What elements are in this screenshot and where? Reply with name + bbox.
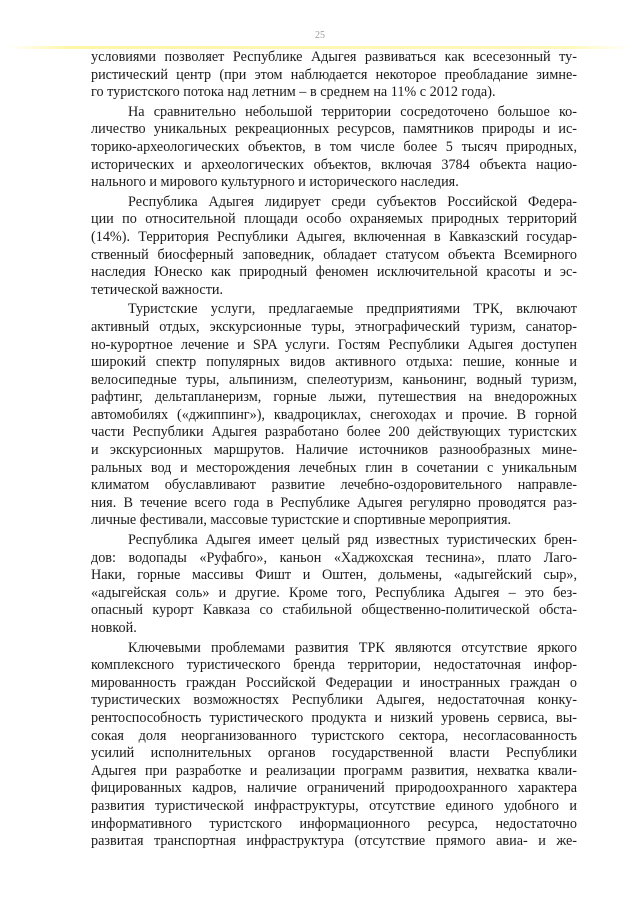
paragraph-line: и экскурсионных маршрутов. Наличие источников разнообразных мине- bbox=[91, 442, 577, 459]
paragraph-line: фицированных кадров, наличие ограничений природоохранного характера bbox=[91, 780, 577, 797]
paragraph-line: усилий исполнительных органов государственной власти Республики bbox=[91, 745, 577, 762]
paragraph-line: тетической важности. bbox=[91, 281, 224, 298]
paragraph-line: исторических и археологических объектов, включая 3784 объекта нацио- bbox=[91, 156, 577, 173]
paragraph-line: информативного туристского информационного ресурса, недостаточно bbox=[91, 815, 577, 832]
paragraph-line: климатом обуславливают развитие лечебно-оздоровительного направле- bbox=[91, 477, 577, 494]
paragraph bbox=[91, 104, 577, 192]
paragraph-line: Республика Адыгея имеет целый ряд известных туристических брен- bbox=[128, 532, 577, 549]
paragraph-line: новкой. bbox=[91, 620, 137, 636]
paragraph bbox=[91, 640, 577, 851]
document-body bbox=[91, 49, 577, 853]
paragraph-line: На сравнительно небольшой территории сосредоточено большое ко- bbox=[128, 103, 577, 120]
paragraph-line: рафтинг, дельтапланеризм, горные лыжи, путешествия на внедорожных bbox=[91, 389, 577, 406]
paragraph-line: развития туристической инфраструктуры, отсутствие единого удобного и bbox=[91, 797, 577, 814]
paragraph-line: ции по относительной площади особо охраняемых природных территорий bbox=[91, 211, 577, 228]
paragraph bbox=[91, 301, 577, 530]
paragraph-line: сокая доля неорганизованного туристского сектора, несогласованность bbox=[91, 727, 577, 744]
paragraph-line: торико-археологических объектов, в том числе более 5 тысяч природных, bbox=[91, 138, 577, 155]
paragraph-line: мированность граждан Российской Федерации и иностранных граждан о bbox=[91, 674, 577, 691]
paragraph-line: дов: водопады «Руфабго», каньон «Хаджохская теснина», плато Лаго- bbox=[91, 549, 577, 566]
paragraph-line: личные фестивали, массовые туристские и спортивные мероприятия. bbox=[91, 512, 512, 529]
paragraph-line: активный отдых, экскурсионные туры, этнографический туризм, санатор- bbox=[91, 318, 577, 335]
paragraph-line: ристический центр (при этом наблюдается некоторое преобладание зимне- bbox=[91, 66, 577, 83]
paragraph-line: личество уникальных рекреационных ресурсов, памятников природы и ис- bbox=[91, 121, 577, 138]
paragraph-line: развитая транспортная инфраструктура (отсутствие прямого авиа- и же- bbox=[91, 833, 577, 850]
paragraph-line: го туристского потока над летним – в среднем на 11% с 2012 года). bbox=[91, 84, 496, 101]
paragraph-line: ственный биосферный заповедник, обладает статусом объекта Всемирного bbox=[91, 246, 577, 263]
paragraph-line: Наки, горные массивы Фишт и Оштен, дольмены, «адыгейский сыр», bbox=[91, 567, 577, 584]
paragraph-line: автомобилях («джиппинг»), квадроциклах, снегоходах и прочие. В горной bbox=[91, 406, 577, 423]
paragraph bbox=[91, 194, 577, 300]
paragraph-line: широкий спектр популярных видов активного отдыха: пешие, конные и bbox=[91, 354, 577, 371]
paragraph-line: нального и мирового культурного и исторического наследия. bbox=[91, 174, 459, 191]
paragraph-line: Республика Адыгея лидирует среди субъектов Российской Федера- bbox=[128, 193, 577, 210]
paragraph-line: Ключевыми проблемами развития ТРК являются отсутствие яркого bbox=[128, 639, 577, 656]
paragraph-line: но-курортное лечение и SPA услуги. Гостям Республики Адыгея доступен bbox=[91, 336, 577, 353]
paragraph-line: «адыгейская соль» и другие. Кроме того, Республика Адыгея – это без- bbox=[91, 584, 577, 601]
paragraph-line: туристических возможностях Республики Адыгея, недостаточная конку- bbox=[91, 692, 577, 709]
paragraph bbox=[91, 49, 577, 102]
paragraph-line: (14%). Территория Республики Адыгея, включенная в Кавказский государ- bbox=[91, 228, 577, 245]
paragraph-line: рентоспособность туристического продукта и низкий уровень сервиса, вы- bbox=[91, 709, 577, 726]
page-number: 25 bbox=[315, 30, 325, 41]
paragraph-line: наследия Юнеско как природный феномен исключительной красоты и эс- bbox=[91, 264, 577, 281]
paragraph-line: Адыгея при разработке и реализации программ развития, нехватка квали- bbox=[91, 762, 577, 779]
paragraph-line: Туристские услуги, предлагаемые предприятиями ТРК, включают bbox=[128, 301, 577, 318]
paragraph-line: условиями позволяет Республике Адыгея развиваться как всесезонный ту- bbox=[91, 49, 577, 65]
paragraph-line: части Республики Адыгея разработано более 200 действующих туристских bbox=[91, 424, 577, 441]
paragraph-line: велосипедные туры, альпинизм, спелеотуризм, каньонинг, водный туризм, bbox=[91, 371, 577, 388]
paragraph-line: комплексного туристического бренда территории, недостаточная инфор- bbox=[91, 657, 577, 674]
paragraph bbox=[91, 532, 577, 638]
paragraph-line: опасный курорт Кавказа со стабильной общественно-политической обста- bbox=[91, 602, 577, 619]
paragraph-line: ния. В течение всего года в Республике Адыгея регулярно проводятся раз- bbox=[91, 494, 577, 511]
paragraph-line: ральных вод и месторождения лечебных глин в сочетании с уникальным bbox=[91, 459, 577, 476]
